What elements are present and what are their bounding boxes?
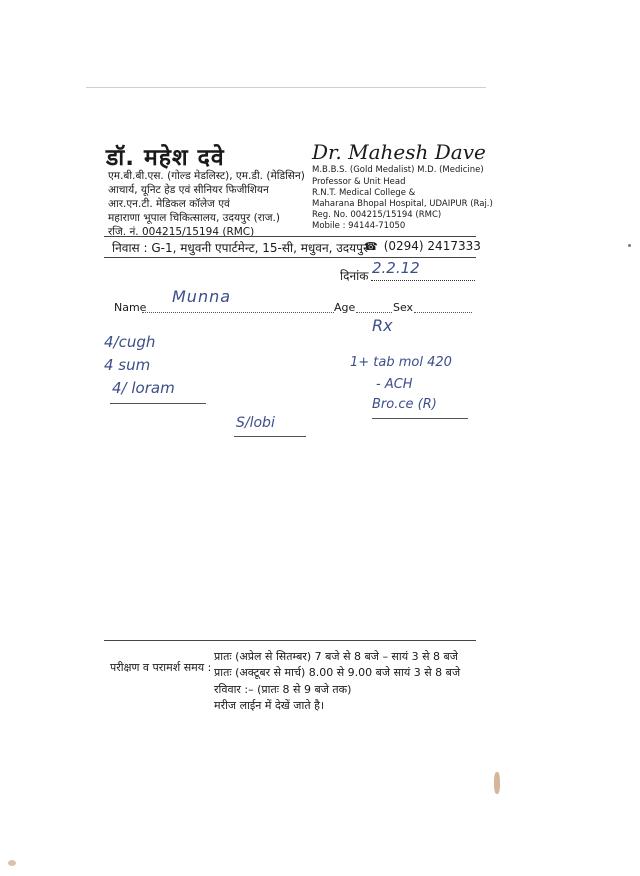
designation-hindi: आचार्य, यूनिट हेड एवं सीनियर फिजीशियन (108, 184, 269, 196)
registration-english: Reg. No. 004215/15194 (RMC) (312, 210, 442, 220)
note-bottom-underline (234, 436, 306, 437)
date-label: दिनांक (340, 269, 369, 283)
paper-speck (8, 860, 16, 866)
note-left-line-2: 4 sum (104, 356, 151, 374)
rx-line-2: - ACH (376, 377, 413, 392)
paper-stain (494, 772, 500, 794)
timing-winter: प्रातः (अक्टूबर से मार्च) 8.00 से 9.00 बजे सायं 3 से 8 बजे (214, 666, 461, 679)
phone-number (364, 239, 481, 253)
telephone-icon: ☎ (364, 240, 378, 253)
rx-underline (372, 418, 468, 419)
patient-name-handwritten: Munna (172, 287, 232, 306)
note-left-underline (110, 403, 206, 404)
footer-rule (104, 640, 476, 641)
designation-english: Professor & Unit Head (312, 177, 406, 187)
name-dotted-line (142, 312, 334, 313)
mobile-english: Mobile : 94144-71050 (312, 221, 406, 231)
date-dotted-line (371, 280, 475, 281)
qualification-english: M.B.B.S. (Gold Medalist) M.D. (Medicine) (312, 165, 484, 175)
hospital-english: Maharana Bhopal Hospital, UDAIPUR (Raj.) (312, 199, 493, 209)
note-left-line-1: 4/cugh (104, 333, 156, 351)
rx-line-3: Bro.ce (R) (372, 397, 437, 412)
hospital-hindi: महाराणा भूपाल चिकित्सालय, उदयपुर (राज.) (108, 212, 280, 224)
sex-dotted-line (414, 312, 472, 313)
timing-summer: प्रातः (अप्रेल से सितम्बर) 7 बजे से 8 बजे – सायं 3 से 8 बजे (214, 650, 458, 663)
doctor-name-hindi: डॉ. महेश दवे (106, 145, 225, 171)
name-label: Name (114, 301, 147, 314)
doctor-name-english: Dr. Mahesh Dave (312, 140, 486, 164)
age-dotted-line (356, 312, 392, 313)
top-edge-rule (86, 87, 486, 88)
phone-text: (0294) 2417333 (383, 239, 481, 253)
date-handwritten: 2.2.12 (372, 259, 420, 277)
timing-sunday: रविवार :– (प्रातः 8 से 9 बजे तक) (214, 683, 352, 696)
paper-dot (628, 244, 631, 247)
college-hindi: आर.एन.टी. मेडिकल कॉलेज एवं (108, 198, 230, 210)
residence-address: निवास : G-1, मधुवनी एपार्टमेन्ट, 15-सी, मधुवन, उदयपुर (112, 241, 368, 255)
rx-symbol-handwritten: Rx (372, 316, 393, 335)
age-label: Age (334, 301, 356, 314)
queue-note: मरीज लाईन में देखें जाते है। (214, 699, 325, 712)
consultation-time-label: परीक्षण व परामर्श समय : (110, 661, 212, 674)
qualification-hindi: एम.बी.बी.एस. (गोल्ड मेडलिस्ट), एम.डी. (मेडिसिन) (108, 170, 305, 182)
rx-line-1: 1+ tab mol 420 (350, 355, 452, 370)
college-english: R.N.T. Medical College & (312, 188, 416, 198)
sex-label: Sex (393, 301, 414, 314)
note-bottom-handwritten: S/lobi (236, 415, 275, 431)
registration-hindi: रजि. नं. 004215/15194 (RMC) (108, 226, 255, 238)
note-left-line-3: 4/ loram (112, 379, 175, 397)
